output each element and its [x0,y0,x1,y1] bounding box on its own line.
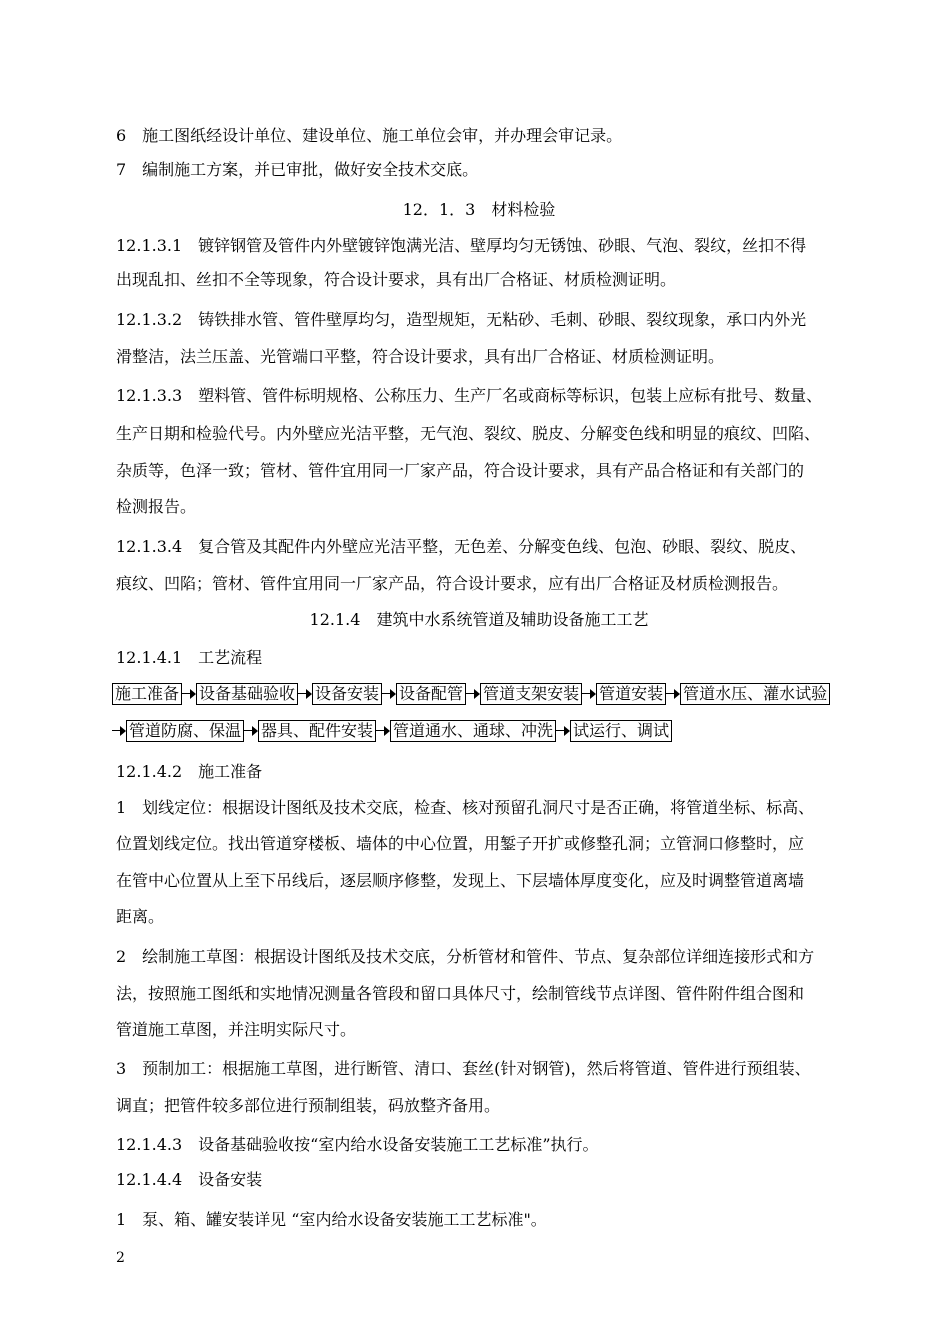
text-line: 7 编制施工方案，并已审批，做好安全技术交底。 [116,160,479,179]
arrow-right-icon [244,725,258,737]
text-line: 12.1.3.1 镀锌钢管及管件内外壁镀锌饱满光洁、壁厚均匀无锈蚀、砂眼、气泡、裂纹，丝扣不得 [116,236,807,255]
flow-step: 设备基础验收 [196,683,298,705]
text-line: 12.1.4.4 设备安装 [116,1170,263,1189]
arrow-right-icon [298,688,312,700]
arrow-right-icon [182,688,196,700]
text-line: 滑整洁，法兰压盖、光管端口平整，符合设计要求，具有出厂合格证、材质检测证明。 [116,347,725,366]
arrow-right-icon [582,688,596,700]
text-line: 检测报告。 [116,497,197,516]
page-number: 2 [116,1250,125,1266]
text-line: 1 泵、箱、罐安装详见 “室内给水设备安装施工工艺标准"。 [116,1210,547,1229]
process-flow-row-2 [112,719,672,743]
text-line: 法，按照施工图纸和实地情况测量各管段和留口具体尺寸，绘制管线节点详图、管件附件组合图和 [116,984,805,1003]
section-heading: 12.1.4 建筑中水系统管道及辅助设备施工工艺 [309,610,649,629]
process-flow-row-1 [112,682,830,706]
arrow-right-icon [112,725,126,737]
text-line: 2 绘制施工草图：根据设计图纸及技术交底，分析管材和管件、节点、复杂部位详细连接形式和方 [116,947,815,966]
text-line: 3 预制加工：根据施工草图，进行断管、清口、套丝(针对钢管)，然后将管道、管件进行预组装、 [116,1059,811,1078]
text-line: 痕纹、凹陷；管材、管件宜用同一厂家产品，符合设计要求，应有出厂合格证及材质检测报告。 [116,574,789,593]
section-heading: 12．1．3 材料检验 [402,200,556,219]
text-line: 调直；把管件较多部位进行预制组装，码放整齐备用。 [116,1096,501,1115]
text-line: 12.1.3.2 铸铁排水管、管件壁厚均匀，造型规矩，无粘砂、毛刺、砂眼、裂纹现象，承口内外光 [116,310,807,329]
flow-step: 管道通水、通球、冲洗 [390,720,556,742]
arrow-right-icon [382,688,396,700]
flow-step: 管道支架安装 [480,683,582,705]
flow-step: 设备安装 [312,683,382,705]
text-line: 出现乱扣、丝扣不全等现象，符合设计要求，具有出厂合格证、材质检测证明。 [116,270,677,289]
text-line: 杂质等，色泽一致；管材、管件宜用同一厂家产品，符合设计要求，具有产品合格证和有关部门的 [116,461,805,480]
flow-step: 设备配管 [396,683,466,705]
text-line: 生产日期和检验代号。内外壁应光洁平整，无气泡、裂纹、脱皮、分解变色线和明显的痕纹、凹陷、 [116,424,821,443]
text-line: 12.1.4.3 设备基础验收按“室内给水设备安装施工工艺标准”执行。 [116,1135,599,1154]
text-line: 距离。 [116,907,165,926]
text-line: 12.1.4.1 工艺流程 [116,648,263,667]
arrow-right-icon [376,725,390,737]
arrow-right-icon [666,688,680,700]
flow-step: 施工准备 [112,683,182,705]
arrow-right-icon [556,725,570,737]
flow-step: 管道安装 [596,683,666,705]
text-line: 在管中心位置从上至下吊线后，逐层顺序修整，发现上、下层墙体厚度变化，应及时调整管道离墙 [116,871,805,890]
flow-step: 管道水压、灌水试验 [680,683,830,705]
flow-step: 试运行、调试 [570,720,672,742]
flow-step: 管道防腐、保温 [126,720,244,742]
text-line: 6 施工图纸经设计单位、建设单位、施工单位会审，并办理会审记录。 [116,126,623,145]
text-line: 12.1.3.4 复合管及其配件内外壁应光洁平整，无色差、分解变色线、包泡、砂眼、裂纹、脱皮、 [116,537,807,556]
text-line: 1 划线定位：根据设计图纸及技术交底，检查、核对预留孔洞尺寸是否正确，将管道坐标、标高、 [116,798,815,817]
arrow-right-icon [466,688,480,700]
text-line: 管道施工草图，并注明实际尺寸。 [116,1020,357,1039]
flow-step: 器具、配件安装 [258,720,376,742]
text-line: 12.1.4.2 施工准备 [116,762,263,781]
text-line: 位置划线定位。找出管道穿楼板、墙体的中心位置，用錾子开扩或修整孔洞；立管洞口修整时，应 [116,834,805,853]
text-line: 12.1.3.3 塑料管、管件标明规格、公称压力、生产厂名或商标等标识，包装上应标有批号、数量、 [116,386,823,405]
